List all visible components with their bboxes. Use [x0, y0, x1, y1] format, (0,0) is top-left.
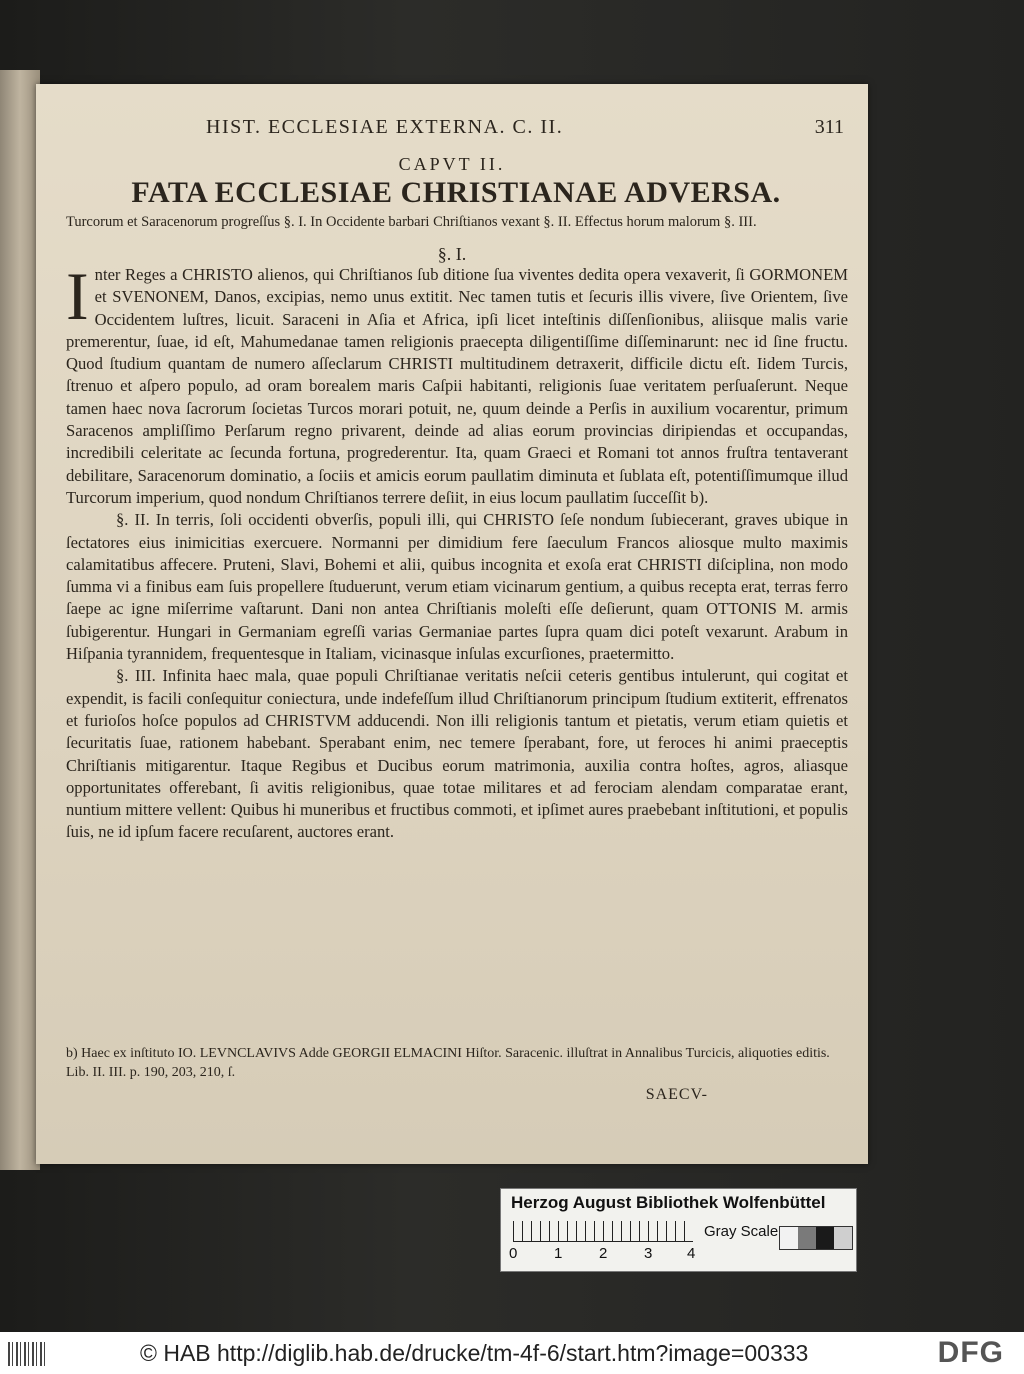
body-text — [66, 258, 848, 844]
gray-scale-swatches — [779, 1226, 853, 1250]
ruler-label: 4 — [687, 1245, 696, 1262]
footer-bar — [0, 1332, 1024, 1374]
gray-swatch — [816, 1227, 834, 1249]
paragraph-2: §. II. In terris, ſoli occidenti obverſis, populi illi, qui CHRISTO ſeſe nondum ſubiecerant, graves ubique in ſectatores eius inimicitias exercuere. Normanni per dimidium fere ſaeculum Francos aliosque multo maximis calamitatibus affecere. Pruteni, Slavi, Bohemi et alii, quibus incognita et exoſa erat CHRISTI diſciplina, non modo ſumma vi a finibus eam ſuis propellere ſtuduerunt, verum etiam vicinarum gentium, a quibus recepta erat, terras ferro ſaepe ac igne miſerrime vaſtarunt. Dani non antea Chriſtianis moleſti eſſe deſierunt, quam OTTONIS M. armis ſubigerentur. Hungari in Germaniam egreſſi varias Germaniae partes ſupra quam dici poteſt vexarunt. Arabum in Hiſpania tyrannidem, frequentesque in Italiam, vicinasque inſulas excurſiones, praetermitto. — [66, 510, 848, 664]
gray-scale-label: Gray Scale — [704, 1223, 779, 1240]
book-page — [36, 84, 868, 1164]
adjacent-page-edge — [0, 70, 40, 1170]
chapter-label: CAPVT II. — [398, 154, 506, 174]
ruler-label: 0 — [509, 1245, 518, 1262]
gray-swatch — [798, 1227, 816, 1249]
chapter-summary: Turcorum et Saracenorum progreſſus §. I. In Occidente barbari Chriſtianos vexant §. II. Effectus horum malorum §. III. — [66, 214, 757, 230]
drop-cap: I — [66, 258, 89, 334]
footnote: b) Haec ex inſtituto IO. LEVNCLAVIVS Adde GEORGII ELMACINI Hiſtor. Saracenic. illuſtrat in Annalibus Turcicis, aliquoties editis. Lib. II. III. p. 190, 203, 210, ſ. — [66, 1046, 830, 1080]
dfg-logo: DFG — [937, 1336, 1004, 1369]
gray-swatch — [780, 1227, 798, 1249]
chapter-title: FATA ECCLESIAE CHRISTIANAE ADVERSA. — [131, 176, 781, 209]
library-name: Herzog August Bibliothek Wolfenbüttel — [511, 1193, 826, 1212]
gray-swatch — [834, 1227, 852, 1249]
ruler-label: 2 — [599, 1245, 608, 1262]
catchword: SAECV- — [645, 1086, 708, 1103]
paragraph-3: §. III. Infinita haec mala, quae populi Chriſtianae veritatis neſcii ceteris gentibus intulerunt, qui cogitat et expendit, is facili conſequitur coniectura, unde indefeſſum illud Chriſtianorum principum ſtudium extiterit, effrenatos et furioſos hoſce populos ad CHRISTVM adducendi. Non illi religionis tantum et pietatis, verum etiam quietis et ſecuritatis ſuae, rationem habebant. Sperabant enim, nec temere ſperabant, fore, ut feroces hi animi praeceptis Chriſtianis mitigarentur. Itaque Regibus et Ducibus eorum matrimonia, auxilia contra hoſtes, agros, aliasque opportunitates offerebant, ſi avitis religionibus, quae totae militares et ad ferociam alendam comparatae erant, nuntium mittere vellent: Quibus hi muneribus et fructibus commoti, et ipſimet aures praebebant inſtitutioni, et populis ſuis, ne id ipſum facere recuſarent, auctores erant. — [66, 666, 848, 842]
paragraph-1-text: nter Reges a CHRISTO alienos, qui Chriſtianos ſub ditione ſua viventes dedita opera vexaverit, ſi GORMONEM et SVENONEM, Danos, excipias, nemo unus extitit. Nec tamen tutis et ſecuris illis vivere, ſive Orientem, ſive Occidentem luſtres, licuit. Saraceni in Aſia et Africa, ipſi licet inteſtinis diſſenſionibus, aliisque malis varie premerentur, ſuae, id eſt, Mahumedanae tamen religionis praecepta diligentiſſime diſſeminarunt: nec id ſine fructu. Quod ſtudium quantam de numero aſſeclarum CHRISTI multitudinem detraxerit, difficile dictu eſt. Iidem Turcis, ſtrenuo et aſpero populo, ad oram borealem maris Caſpii habitanti, religionis ſuae veritatem perſuaſerunt. Neque tamen haec nova ſacrorum ſocietas Turcos morari potuit, ne, quum deinde a Perſis in auxilium vocarentur, primum Saracenos ampliſſimo Perſarum regno privarent, deinde ad alias eorum provincias diripiendas et occupandas, incredibili celeritate ac ſecunda fortuna, progrederentur. Ita, quam Graeci et Romani tot annos fruſtra tentaverant debilitare, Saracenorum dominatio, a ſociis et amicis eorum paullatim diminuta et ſublata eſt, potentiſſimumque illud Turcorum imperium, quod nondum Chriſtianos terrere deſiit, in eius locum paullatim ſucceſſit b). — [66, 265, 848, 507]
copyright-url[interactable]: © HAB http://diglib.hab.de/drucke/tm-4f-6/start.htm?image=00333 — [140, 1340, 809, 1366]
barcode-icon — [8, 1342, 48, 1366]
measurement-ruler — [513, 1221, 693, 1242]
running-head: HIST. ECCLESIAE EXTERNA. C. II. — [206, 116, 564, 138]
ruler-label: 3 — [644, 1245, 653, 1262]
ruler-label: 1 — [554, 1245, 563, 1262]
section-1-mark: §. I. — [437, 244, 467, 264]
page-number: 311 — [814, 116, 844, 138]
paragraph-1 — [66, 258, 848, 509]
library-scale-card — [500, 1188, 857, 1272]
